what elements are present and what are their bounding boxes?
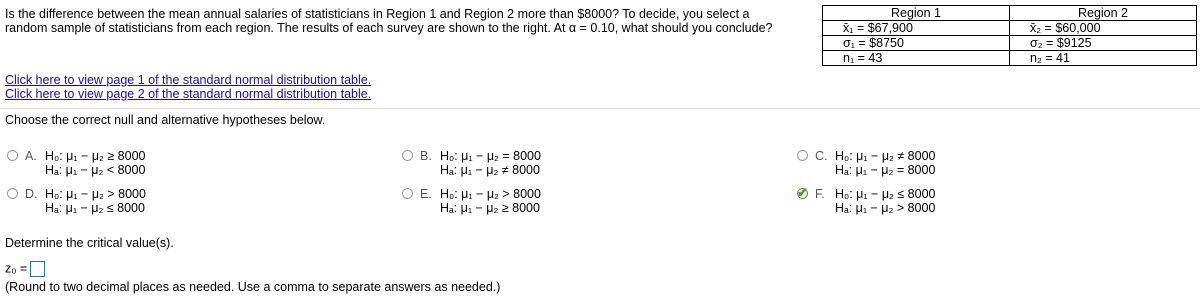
option-f-radio[interactable] xyxy=(797,185,808,200)
option-b[interactable] xyxy=(402,149,722,179)
divider xyxy=(0,108,1200,109)
option-e-radio[interactable] xyxy=(402,188,413,199)
option-a-null: H₀: μ₁ − μ₂ ≥ 8000 xyxy=(45,149,146,163)
checkmark-icon: ✔ xyxy=(797,185,808,200)
option-b-null: H₀: μ₁ − μ₂ = 8000 xyxy=(440,149,541,163)
region2-mean: x̄₂ = $60,000 xyxy=(1010,21,1197,36)
rounding-note: (Round to two decimal places as needed. Use a comma to separate answers as needed.) xyxy=(5,280,501,294)
option-b-alt: Hₐ: μ₁ − μ₂ ≠ 8000 xyxy=(440,163,540,177)
z0-input[interactable] xyxy=(30,261,45,277)
option-b-radio[interactable] xyxy=(402,150,413,161)
option-f-alt: Hₐ: μ₁ − μ₂ > 8000 xyxy=(835,201,936,215)
region1-n: n₁ = 43 xyxy=(823,51,1010,66)
z0-label: z₀ = xyxy=(5,261,28,276)
salary-data-table xyxy=(822,5,1197,66)
option-c-null: H₀: μ₁ − μ₂ ≠ 8000 xyxy=(835,149,936,163)
option-e[interactable] xyxy=(402,187,722,217)
option-f-null: H₀: μ₁ − μ₂ ≤ 8000 xyxy=(835,187,936,201)
option-e-null: H₀: μ₁ − μ₂ > 8000 xyxy=(440,187,541,201)
option-c-letter: C. xyxy=(815,149,828,163)
region2-sigma: σ₂ = $9125 xyxy=(1010,36,1197,51)
region1-mean: x̄₁ = $67,900 xyxy=(823,21,1010,36)
option-d-null: H₀: μ₁ − μ₂ > 8000 xyxy=(45,187,146,201)
option-f-letter: F. xyxy=(815,187,825,201)
option-d-alt: Hₐ: μ₁ − μ₂ ≤ 8000 xyxy=(45,201,145,215)
option-f[interactable] xyxy=(797,187,1117,217)
normal-table-page1-link[interactable]: Click here to view page 1 of the standard normal distribution table. xyxy=(5,73,372,87)
option-e-alt: Hₐ: μ₁ − μ₂ ≥ 8000 xyxy=(440,201,540,215)
option-b-letter: B. xyxy=(420,149,432,163)
option-a-alt: Hₐ: μ₁ − μ₂ < 8000 xyxy=(45,163,146,177)
option-c-alt: Hₐ: μ₁ − μ₂ = 8000 xyxy=(835,163,936,177)
option-e-letter: E. xyxy=(420,187,432,201)
region1-sigma: σ₁ = $8750 xyxy=(823,36,1010,51)
option-d-radio[interactable] xyxy=(7,188,18,199)
option-c[interactable] xyxy=(797,149,1117,179)
critical-value-prompt: Determine the critical value(s). xyxy=(5,236,174,250)
region2-header: Region 2 xyxy=(1010,6,1197,21)
option-d[interactable] xyxy=(7,187,327,217)
region1-header: Region 1 xyxy=(823,6,1010,21)
region2-n: n₂ = 41 xyxy=(1010,51,1197,66)
normal-table-page2-link[interactable]: Click here to view page 2 of the standard normal distribution table. xyxy=(5,87,372,101)
option-a-radio[interactable] xyxy=(7,150,18,161)
option-a-letter: A. xyxy=(25,149,37,163)
hypotheses-prompt: Choose the correct null and alternative hypotheses below. xyxy=(5,113,326,127)
option-d-letter: D. xyxy=(25,187,38,201)
option-a[interactable] xyxy=(7,149,327,179)
question-text: Is the difference between the mean annual salaries of statisticians in Region 1 and Region 2 more than $8000? To decide, you select a random sample of statisticians from each region. The results of each survey are shown to the right. At α = 0.10, what should you conclude? xyxy=(5,7,773,35)
z0-answer-line xyxy=(5,261,45,277)
option-c-radio[interactable] xyxy=(797,150,808,161)
